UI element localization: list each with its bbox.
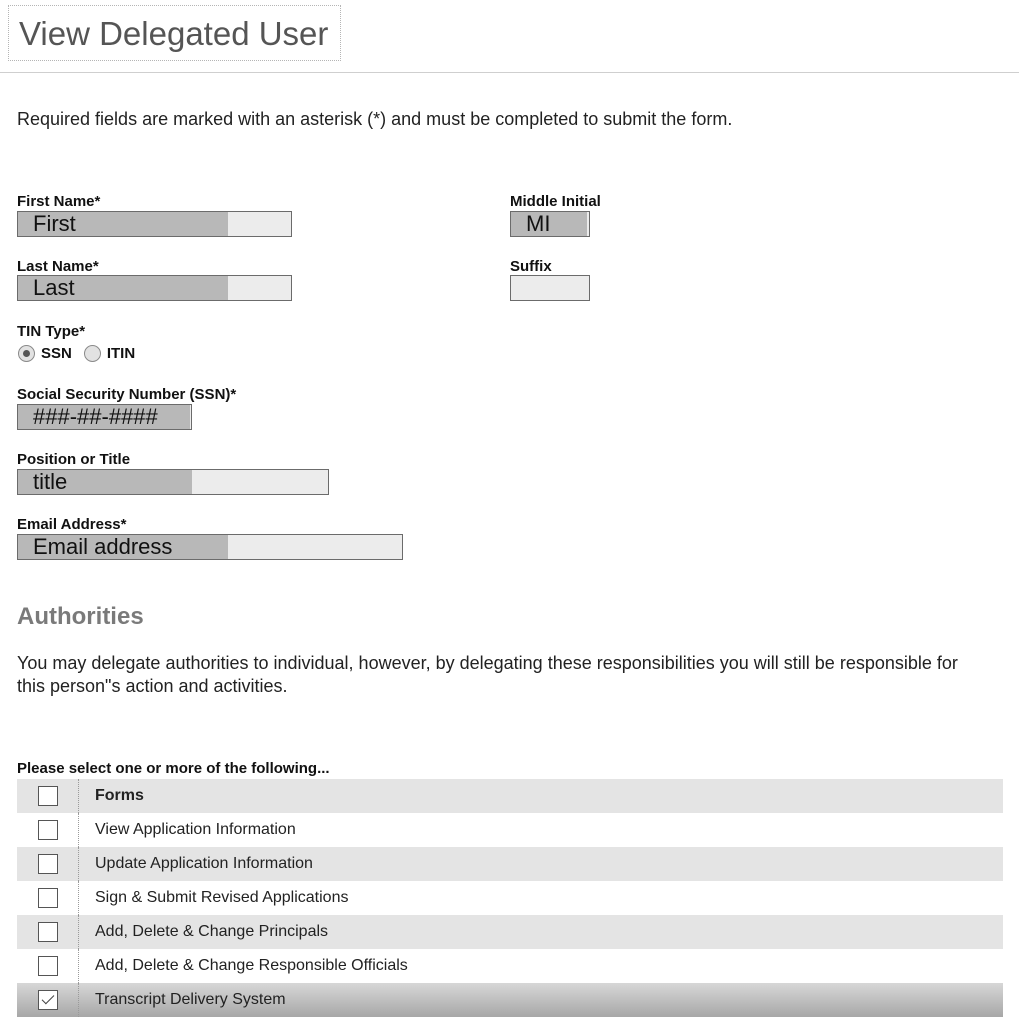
ssn-value: ###-##-#### — [33, 404, 158, 429]
authority-row-update-application[interactable] — [17, 847, 1003, 881]
authority-row-forms[interactable] — [17, 779, 1003, 813]
sign-submit-checkbox[interactable] — [38, 888, 58, 908]
middle-initial-value: MI — [526, 211, 551, 236]
authority-row-transcript-delivery[interactable] — [17, 983, 1003, 1017]
checkbox-cell — [17, 779, 79, 813]
checkbox-cell — [17, 813, 79, 847]
checkbox-cell — [17, 881, 79, 915]
itin-radio[interactable] — [84, 345, 101, 362]
page-title: View Delegated User — [8, 5, 341, 61]
authority-label: Add, Delete & Change Responsible Officials — [95, 957, 408, 974]
ssn-radio[interactable] — [18, 345, 35, 362]
authority-row-responsible-officials[interactable] — [17, 949, 1003, 983]
transcript-delivery-checkbox[interactable] — [38, 990, 58, 1010]
authorities-description: You may delegate authorities to individual, however, by delegating these responsibilities you will still be responsible for this person"s action and activities. — [17, 653, 958, 696]
tin-type-label: TIN Type* — [17, 323, 86, 340]
email-label: Email Address* — [17, 516, 127, 533]
first-name-value: First — [33, 211, 76, 236]
last-name-input[interactable] — [17, 275, 292, 301]
update-application-checkbox[interactable] — [38, 854, 58, 874]
first-name-input[interactable] — [17, 211, 292, 237]
authority-row-view-application[interactable] — [17, 813, 1003, 847]
ssn-label: Social Security Number (SSN)* — [17, 386, 237, 403]
authority-label: Update Application Information — [95, 855, 313, 872]
ssn-input[interactable] — [17, 404, 192, 430]
authority-label: Add, Delete & Change Principals — [95, 923, 329, 940]
position-title-label: Position or Title — [17, 451, 131, 468]
position-title-input[interactable] — [17, 469, 329, 495]
forms-checkbox[interactable] — [38, 786, 58, 806]
authority-label: View Application Information — [95, 821, 296, 838]
view-application-checkbox[interactable] — [38, 820, 58, 840]
authority-row-sign-submit[interactable] — [17, 881, 1003, 915]
checkbox-cell — [17, 847, 79, 881]
authorities-list — [17, 779, 1003, 1017]
last-name-label: Last Name* — [17, 258, 99, 275]
first-name-label: First Name* — [17, 193, 101, 210]
position-title-value: title — [33, 469, 68, 494]
checkbox-cell — [17, 983, 79, 1017]
email-value: Email address — [33, 534, 173, 559]
select-prompt: Please select one or more of the following... — [17, 760, 330, 777]
last-name-value: Last — [33, 275, 75, 300]
ssn-radio-label: SSN — [41, 345, 72, 362]
authorities-heading: Authorities — [17, 603, 144, 630]
suffix-input[interactable] — [510, 275, 590, 301]
itin-radio-label: ITIN — [106, 345, 136, 362]
principals-checkbox[interactable] — [38, 922, 58, 942]
title-divider — [0, 72, 1019, 73]
email-input[interactable] — [17, 534, 403, 560]
authority-label: Forms — [95, 787, 144, 804]
authority-label: Sign & Submit Revised Applications — [95, 889, 349, 906]
authority-label: Transcript Delivery System — [95, 991, 286, 1008]
checkbox-cell — [17, 949, 79, 983]
required-fields-note: Required fields are marked with an asterisk (*) and must be completed to submit the form. — [17, 109, 733, 129]
suffix-label: Suffix — [510, 258, 552, 275]
middle-initial-label: Middle Initial — [510, 193, 601, 210]
checkbox-cell — [17, 915, 79, 949]
tin-type-radio-group — [18, 345, 147, 362]
responsible-officials-checkbox[interactable] — [38, 956, 58, 976]
middle-initial-input[interactable] — [510, 211, 590, 237]
authority-row-principals[interactable] — [17, 915, 1003, 949]
